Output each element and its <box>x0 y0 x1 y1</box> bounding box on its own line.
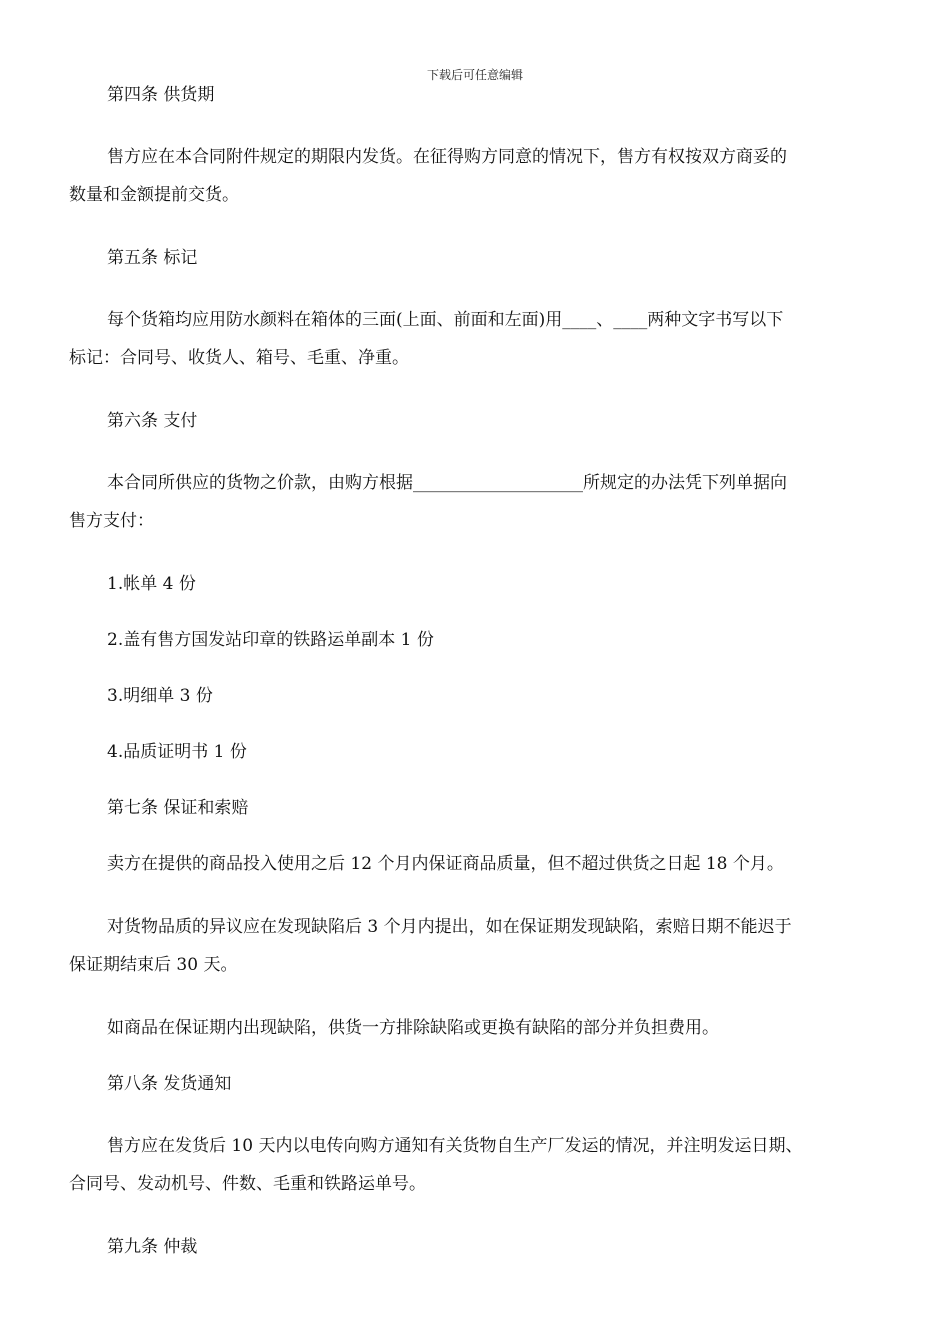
article-7-paragraph-3: 如商品在保证期内出现缺陷，供货一方排除缺陷或更换有缺陷的部分并负担费用。 <box>107 1018 719 1038</box>
article-6-item-1: 1.帐单 4 份 <box>107 574 196 594</box>
document-body <box>69 82 874 1260</box>
article-9-title: 第九条 仲裁 <box>107 1237 198 1257</box>
article-5-line-2: 标记：合同号、收货人、箱号、毛重、净重。 <box>69 348 409 368</box>
article-6-title: 第六条 支付 <box>107 411 198 431</box>
article-8-line-2: 合同号、发动机号、件数、毛重和铁路运单号。 <box>69 1174 426 1194</box>
article-4-line-2: 数量和金额提前交货。 <box>69 185 239 205</box>
article-6-line-2: 售方支付： <box>69 511 154 531</box>
article-6-line-1: 本合同所供应的货物之价款，由购方根据____________________所规定的办法凭下列单据向 <box>107 473 787 493</box>
page-header-note: 下载后可任意编辑 <box>426 68 523 82</box>
article-8-paragraph <box>69 1127 874 1203</box>
article-7-paragraph-1: 卖方在提供的商品投入使用之后 12 个月内保证商品质量，但不超过供货之日起 18 个月。 <box>107 854 784 874</box>
article-7-paragraph-2 <box>69 908 874 984</box>
article-4-line-1: 售方应在本合同附件规定的期限内发货。在征得购方同意的情况下，售方有权按双方商妥的 <box>107 147 787 167</box>
article-8-line-1: 售方应在发货后 10 天内以电传向购方通知有关货物自生产厂发运的情况，并注明发运日期、 <box>107 1136 803 1156</box>
article-6-item-3: 3.明细单 3 份 <box>107 686 213 706</box>
article-5-title: 第五条 标记 <box>107 248 198 268</box>
article-7-p2-line-1: 对货物品质的异议应在发现缺陷后 3 个月内提出，如在保证期发现缺陷，索赔日期不能迟于 <box>107 917 792 937</box>
article-8-title: 第八条 发货通知 <box>107 1074 232 1094</box>
article-6-paragraph <box>69 464 874 540</box>
article-5-paragraph <box>69 301 874 377</box>
article-4-title: 第四条 供货期 <box>107 85 215 105</box>
article-7-title: 第七条 保证和索赔 <box>107 798 249 818</box>
article-7-p2-line-2: 保证期结束后 30 天。 <box>69 955 238 975</box>
article-6-item-4: 4.品质证明书 1 份 <box>107 742 247 762</box>
article-5-line-1: 每个货箱均应用防水颜料在箱体的三面(上面、前面和左面)用____、____两种文字书写以下 <box>107 310 784 330</box>
article-4-paragraph <box>69 138 874 214</box>
article-6-item-2: 2.盖有售方国发站印章的铁路运单副本 1 份 <box>107 630 434 650</box>
